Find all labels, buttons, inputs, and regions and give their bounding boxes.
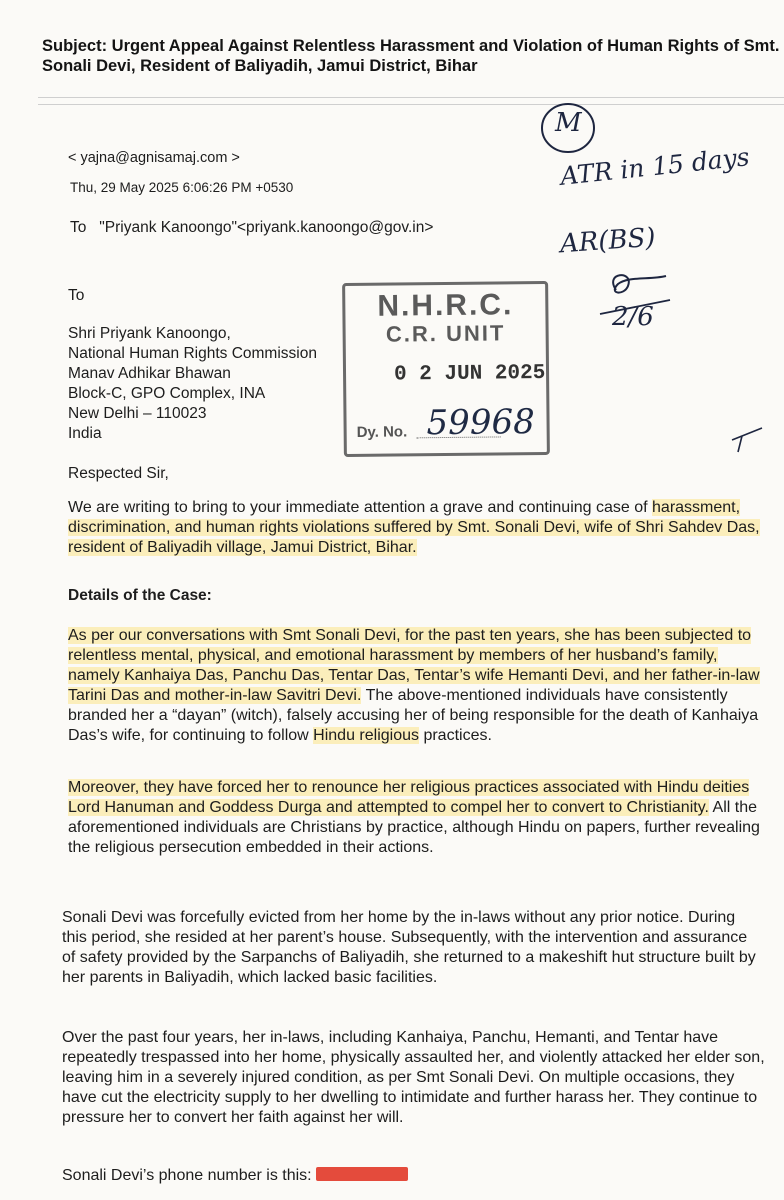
intro-highlight: harassment, discrimination, and human rights violations suffered by Smt. Sonali Devi, wife of Shri Sahdev Das, resident of Baliyadih village, Jamui District, Bihar. [68,499,760,556]
email-date: Thu, 29 May 2025 6:06:26 PM +0530 [70,180,294,195]
divider [38,104,784,105]
details-paragraph-4: Over the past four years, her in-laws, including Kanhaiya, Panchu, Hemanti, and Tentar have repeatedly trespassed into her home, physically assaulted her, and violently attacked her elder son, leaving him in a severely injured condition, as per Smt Sonali Devi. On multiple occasions, they have cut the electricity supply to her dwelling to intimidate and further harass her. They continue to pressure her to convert her faith against her will. [62,1029,765,1126]
divider [38,97,784,98]
details-paragraph-1 [68,626,770,746]
handwritten-circled-letter: M [555,108,582,138]
para1-text: The above-mentioned individuals have consistently branded her a “dayan” (witch), falsely accusing her of being responsible for the death of Kanhaiya Das’s wife, for continuing to follow [68,687,759,744]
tick-mark-icon [728,418,768,458]
stamp-date: 0 2 JUN 2025 [393,361,546,387]
address-line: National Human Rights Commission [68,345,317,362]
stamp-title: N.H.R.C. [377,288,514,323]
handwritten-date: 2/6 [612,302,654,332]
intro-paragraph [68,498,768,558]
email-to-value: "Priyank Kanoongo"<priyank.kanoongo@gov.in> [99,219,434,236]
address-line: Shri Priyank Kanoongo, [68,325,231,342]
address-line: New Delhi – 110023 [68,405,207,422]
subject-line: Subject: Urgent Appeal Against Relentless Harassment and Violation of Human Rights of Smt. Sonali Devi, Resident of Baliyadih, Jamui District, Bihar [42,37,780,75]
address-line: India [68,425,102,442]
para1-highlight-2: Hindu religious [313,727,419,744]
details-paragraph-3: Sonali Devi was forcefully evicted from her home by the in-laws without any prior notice. During this period, she resided at her parent’s house. Subsequently, with the intervention and assurance of safety provided by the Sarpanchs of Baliyadih, she returned to a makeshift hut structure built by her parents in Baliyadih, which lacked basic facilities. [62,909,756,986]
details-paragraph-2 [68,778,768,858]
para2-text: All the aforementioned individuals are Christians by practice, although Hindu on papers, further revealing the religious persecution embedded in their actions. [68,799,760,856]
intro-text: We are writing to bring to your immediate attention a grave and continuing case of [68,499,653,516]
stamp-dyno-label: Dy. No. [356,423,408,441]
phone-label: Sonali Devi’s phone number is this: [62,1167,317,1184]
address-to: To [68,287,85,304]
address-line: Block-C, GPO Complex, INA [68,385,266,402]
details-heading: Details of the Case: [68,587,212,604]
nhrc-receipt-stamp [342,281,550,457]
para1-text-2: practices. [419,727,492,744]
para2-highlight: Moreover, they have forced her to renounce her religious practices associated with Hindu deities Lord Hanuman and Goddess Durga and attempted to compel her to convert to Christianity. [68,779,750,816]
handwritten-atr-note: ATR in 15 days [559,142,751,191]
stamp-unit: C.R. UNIT [385,320,506,347]
phone-redacted [316,1167,408,1181]
address-line: Manav Adhikar Bhawan [68,365,231,382]
email-sender: < yajna@agnisamaj.com > [68,150,240,166]
phone-line [62,1166,408,1186]
email-to-label: To [70,219,87,236]
handwritten-ar-note: AR(BS) [559,222,657,260]
para1-highlight: As per our conversations with Smt Sonali Devi, for the past ten years, she has been subjected to relentless mental, physical, and emotional harassment by members of her husband’s family, namely Kanhaiya Das, Panchu Das, Tentar Das, Tentar’s wife Hemanti Devi, and her father-in-law Tarini Das and mother-in-law Savitri Devi. [68,627,760,704]
email-to-row [70,218,433,238]
salutation: Respected Sir, [68,465,169,482]
stamp-dyno-value: 59968 [426,402,535,444]
